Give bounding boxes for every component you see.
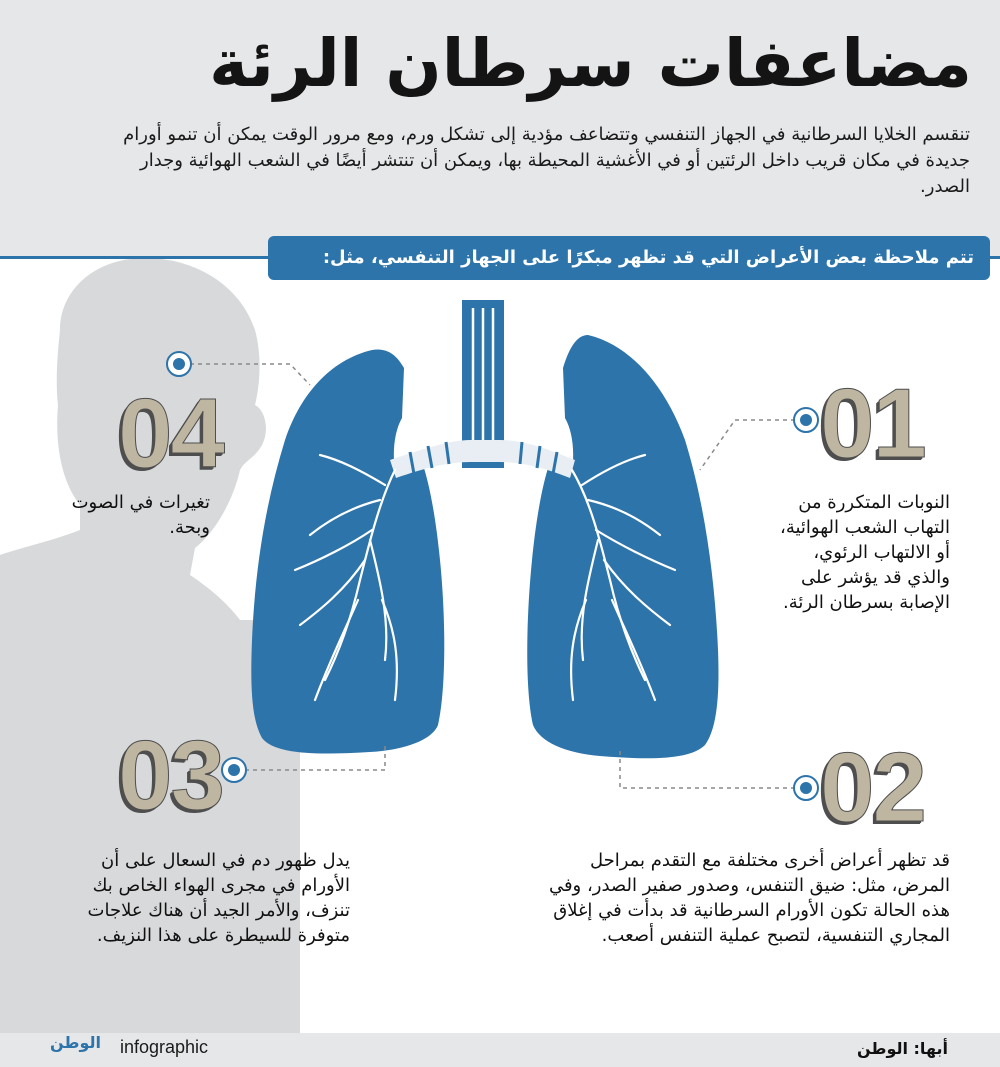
- item-text-02: قد تظهر أعراض أخرى مختلفة مع التقدم بمراحل المرض، مثل: ضيق التنفس، وصدور صفير الصدر، وفي هذه الحالة تكون الأورام السرطانية قد بدأت في إغلاق المجاري التنفسية، لتصبح عملية التنفس أصعب.: [548, 850, 950, 946]
- item-text-03: يدل ظهور دم في السعال على أن الأورام في مجرى الهواء الخاص بك تنزف، والأمر الجيد أن هناك علاجات متوفرة للسيطرة على هذا النزيف.: [87, 850, 350, 946]
- item-text-04: تغيرات في الصوت وبحة.: [71, 492, 210, 538]
- callout-dot-icon: [222, 758, 246, 782]
- item-number-01: 01: [820, 368, 926, 478]
- item-text-01: النوبات المتكررة من التهاب الشعب الهوائية، أو الالتهاب الرئوي، والذي قد يؤشر على الإصابة بسرطان الرئة.: [780, 492, 950, 613]
- banner-text: تتم ملاحظة بعض الأعراض التي قد تظهر مبكرًا على الجهاز التنفسي، مثل:: [322, 247, 974, 268]
- callout-dot-icon: [167, 352, 191, 376]
- callout-dot-icon: [794, 776, 818, 800]
- footer-source: أبها: الوطن: [856, 1039, 948, 1058]
- intro-paragraph: تنقسم الخلايا السرطانية في الجهاز التنفسي وتتضاعف مؤدية إلى تشكل ورم، ومع مرور الوقت يمكن أن تنمو أورام جديدة في مكان قريب داخل الرئتين أو في الأغشية المحيطة بها، ويمكن أن تنتشر أيضًا في الشعب الهوائية وجدار الصدر.: [123, 124, 970, 197]
- left-lung-shape: [251, 350, 444, 754]
- connector-01: [700, 420, 795, 470]
- page-title: مضاعفات سرطان الرئة: [209, 25, 972, 102]
- callout-dot-icon: [794, 408, 818, 432]
- item-number-03: 03: [118, 720, 224, 830]
- footer-brand: infographic: [120, 1037, 209, 1057]
- alwatan-logo: الوطن: [50, 1033, 101, 1052]
- lungs-illustration: [251, 300, 718, 758]
- symptoms-banner: [268, 236, 990, 280]
- item-number-04: 04: [118, 378, 224, 488]
- item-number-02: 02: [820, 732, 926, 842]
